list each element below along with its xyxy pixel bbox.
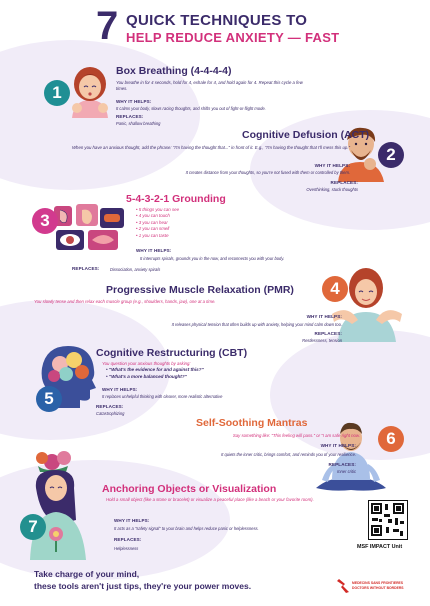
replaces-label-3: REPLACES: [72,266,100,271]
replaces-label-5: REPLACES: [96,404,124,409]
replaces-text-1: Panic, shallow breathing [116,121,161,126]
msf-logo-text-2: DOCTORS WITHOUT BORDERS [352,586,404,590]
replaces-label-4: REPLACES: [314,331,342,336]
step-badge-3: 3 [32,208,58,234]
section-description-5: You question your anxious thoughts by asking: [102,361,191,366]
page-subtitle: HELP REDUCE ANXIETY — FAST [126,30,340,45]
why-text-1: It calms your body, slows racing thoughts, and shifts you out of fight-or-flight mode. [116,106,266,111]
step-badge-2: 2 [378,142,404,168]
relaxing-woman-icon [328,262,406,342]
why-label-4: WHY IT HELPS: [306,314,342,319]
replaces-text-3: Dissociation, anxiety spirals [110,266,161,272]
qr-code[interactable] [368,500,408,540]
step-badge-1: 1 [44,80,70,106]
list-item: • 3 you can hear [136,220,179,226]
replaces-text-6: Inner critic [337,469,356,474]
why-label-3: WHY IT HELPS: [136,248,172,253]
why-text-6: It quiets the inner critic, brings comfort, and reminds you of your resilience. [221,452,356,457]
section-title-3: 5-4-3-2-1 Grounding [126,193,226,205]
section-title-6: Self-Soothing Mantras [196,417,308,429]
replaces-text-4: Restlessness, tension [302,338,342,343]
replaces-label-6: REPLACES: [328,462,356,467]
replaces-text-7: Helplessness [114,546,139,551]
section-title-4: Progressive Muscle Relaxation (PMR) [106,284,294,296]
list-item: • 2 you can smell [136,226,179,232]
why-label-5: WHY IT HELPS: [102,387,138,392]
why-label-2: WHY IT HELPS: [314,163,350,168]
grounding-list [136,207,179,239]
step-badge-5: 5 [36,386,62,412]
step-badge-7: 7 [20,514,46,540]
section-title-1: Box Breathing (4-4-4-4) [116,65,232,77]
why-text-3: It interrupts spirals, grounds you in the now, and reconnects you with your body. [140,256,285,261]
flower-woman-icon [22,448,104,560]
why-text-5: It replaces unhelpful thinking with clearer, more realistic alternative [102,394,223,399]
list-item: • 5 things you can see [136,207,179,213]
why-label-7: WHY IT HELPS: [114,518,150,523]
section-description-4: You slowly tense and then relax each muscle group (e.g., shoulders, hands, jaw), one at a time. [34,299,216,304]
why-text-7: It acts as a "safety signal" to your brain and helps reduce panic or helplessness. [114,526,259,531]
title-number: 7 [96,4,119,48]
replaces-label-7: REPLACES: [114,537,142,542]
section-description-7: Hold a small object (like a stone or bracelet) or visualize a peaceful place (like a beach or your favorite room). [106,497,314,502]
list-item: • 1 you can taste [136,233,179,239]
section-description-6: Say something like: "This feeling will pass." or "I am safe right now. [232,433,360,438]
msf-logo-text-1: MEDECINS SANS FRONTIERES [352,581,404,585]
why-label-6: WHY IT HELPS: [320,443,356,448]
qr-caption: MSF IMPACT Unit [357,544,403,550]
replaces-text-5: Catastrophizing [96,411,125,416]
why-text-2: It creates distance from your thoughts, so you're not fused with them or controlled by them. [185,170,350,175]
replaces-label-2: REPLACES: [330,180,358,185]
section-title-2: Cognitive Defusion (ACT) [242,129,370,141]
section-description-2: When you have an anxious thought, add the phrase: "I'm having the thought that..." in front of it. E.g., "I'm having the thought that I'll mess this up." [72,145,350,150]
footer-line-1: Take charge of your mind, [34,569,140,579]
section-description-1: You breathe in for 4 seconds, hold for 4, exhale for 4, and hold again for 4. Repeat this cycle a few times. [116,80,303,91]
replaces-label-1: REPLACES: [116,114,144,119]
cbt-question-list [106,367,204,380]
replaces-text-2: Overthinking, stuck thoughts [306,187,358,192]
page-title: QUICK TECHNIQUES TO [126,12,308,29]
why-text-4: It releases physical tension that often builds up with anxiety, helping your mind calm down too. [171,322,342,327]
step-badge-6: 6 [378,426,404,452]
list-item: • "What's the evidence for and against this?" [106,367,204,374]
section-title-5: Cognitive Restructuring (CBT) [96,347,248,359]
why-label-1: WHY IT HELPS: [116,99,152,104]
footer-line-2: these tools aren't just tips, they're your power moves. [34,581,252,591]
list-item: • "What's a more balanced thought?" [106,374,204,381]
section-title-7: Anchoring Objects or Visualization [102,483,277,495]
list-item: • 4 you can touch [136,213,179,219]
step-badge-4: 4 [322,276,348,302]
